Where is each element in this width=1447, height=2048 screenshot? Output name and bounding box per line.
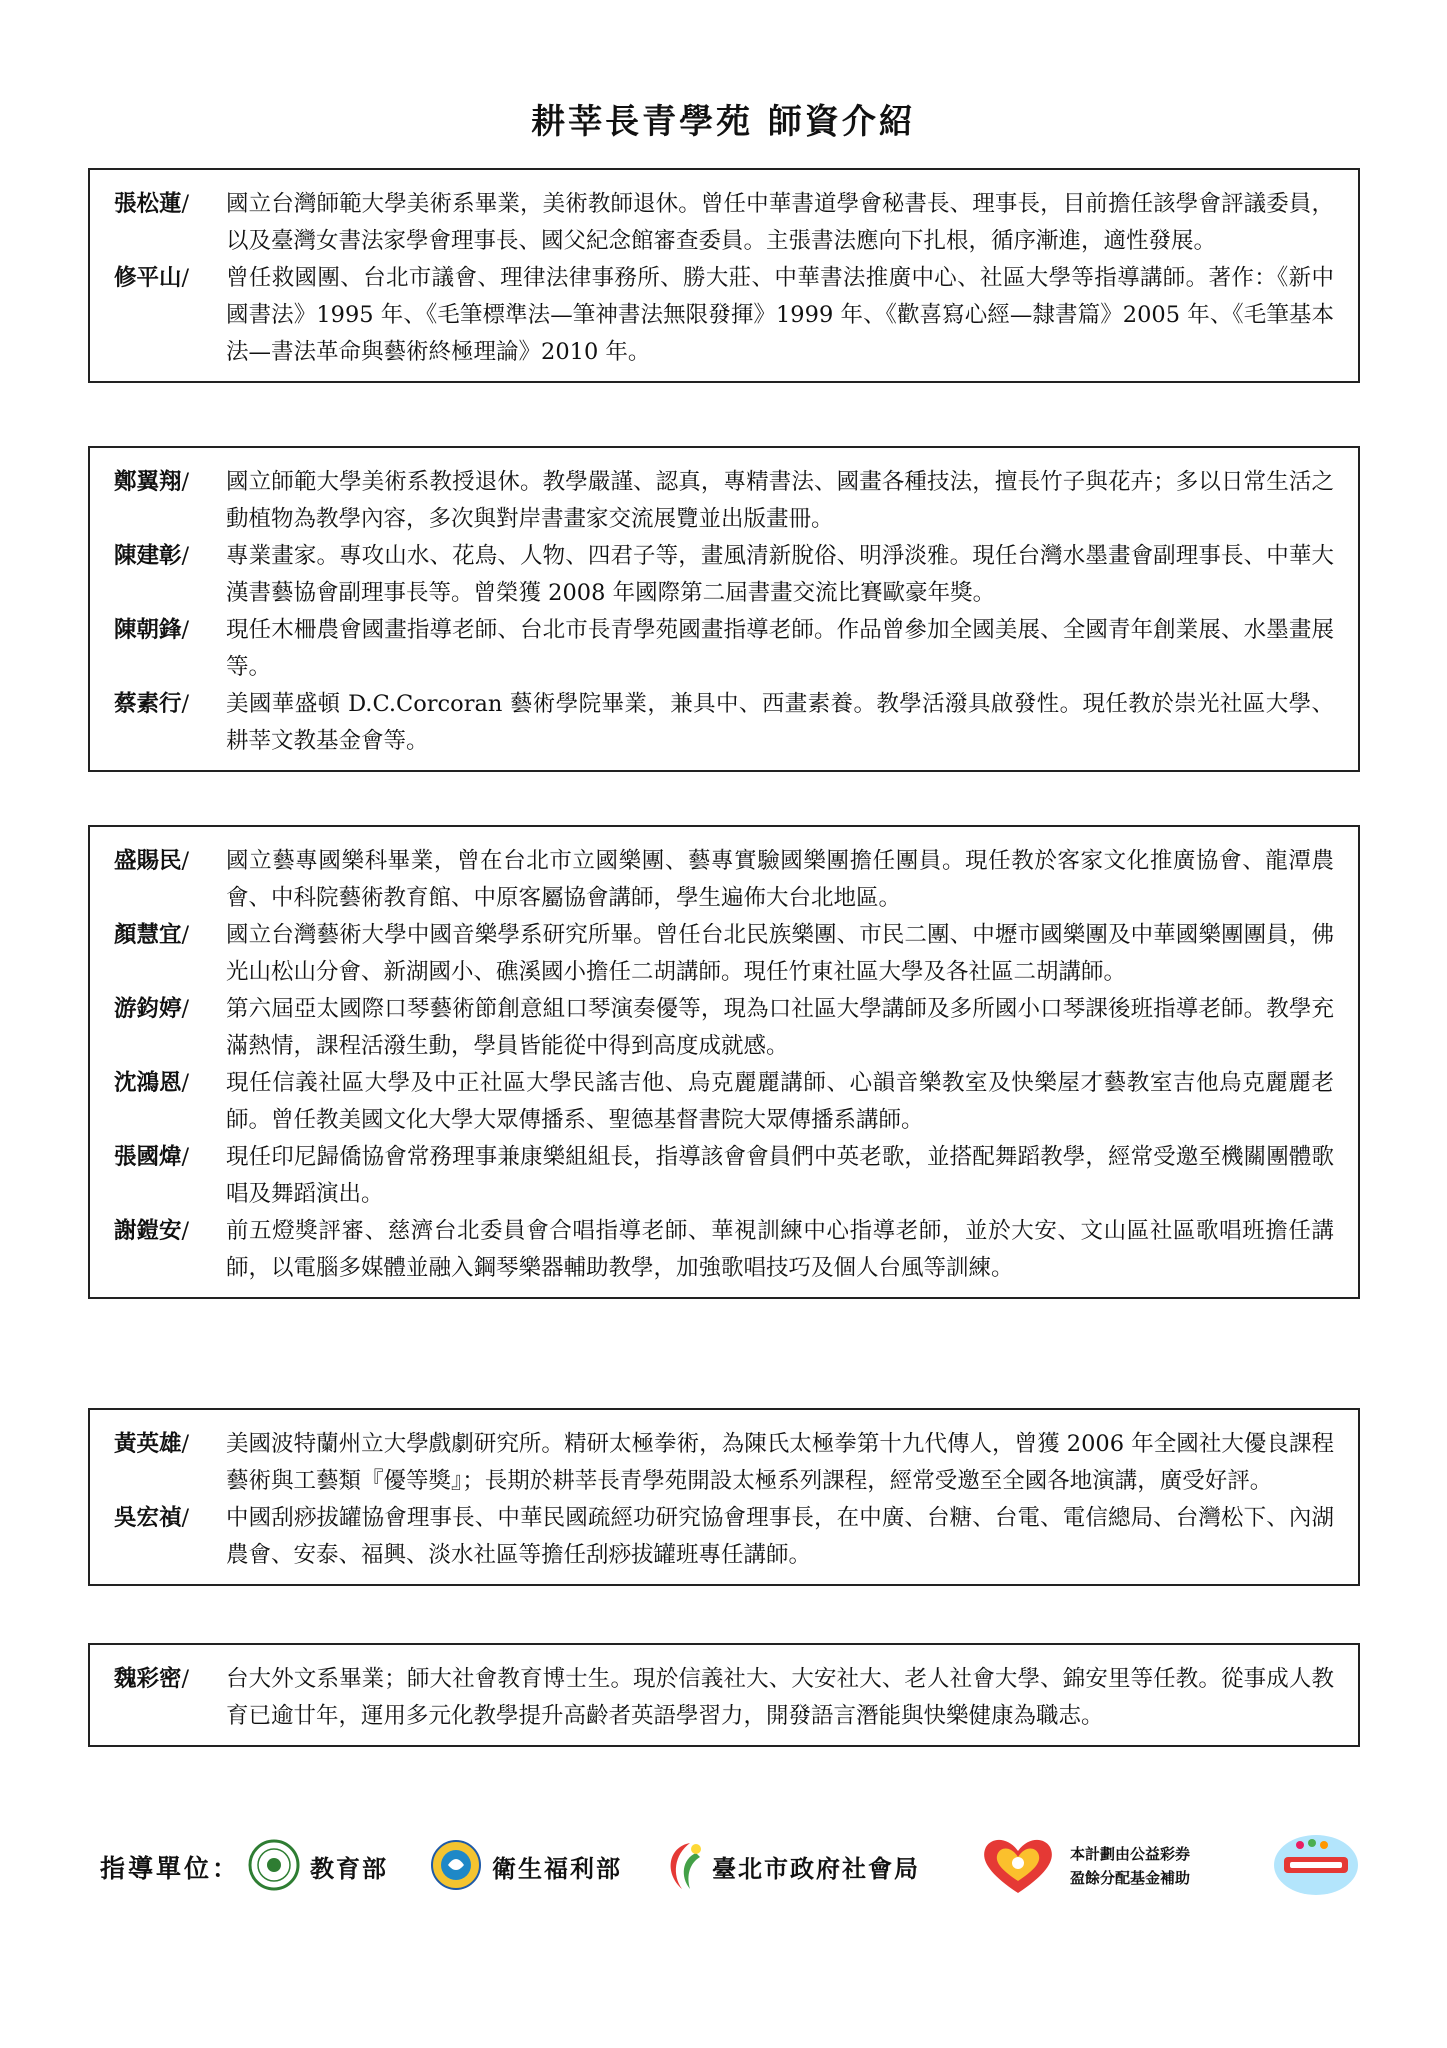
teacher-entry: [114, 917, 1334, 991]
teacher-name-text: 陳朝鋒: [114, 617, 182, 643]
teacher-entry: [114, 1661, 1334, 1735]
teacher-entry: [114, 260, 1334, 371]
teacher-description: 曾任救國團、台北市議會、理律法律事務所、勝大莊、中華書法推廣中心、社區大學等指導講師。著作：《新中國書法》1995 年、《毛筆標準法—筆神書法無限發揮》1999 年、《歡喜寫心經—隸書篇》2005 年、《毛筆基本法—書法革命與藝術終極理論》2010 年。: [226, 265, 1334, 365]
teacher-name: [114, 843, 189, 880]
sponsor-moe: 教育部: [310, 1855, 388, 1883]
teacher-name-text: 蔡素行: [114, 691, 182, 717]
name-separator: /: [181, 543, 190, 569]
teacher-entry: [114, 538, 1334, 612]
teacher-entry: [114, 1065, 1334, 1139]
teacher-description: 國立師範大學美術系教授退休。教學嚴謹、認真，專精書法、國畫各種技法，擅長竹子與花卉；多以日常生活之動植物為教學內容，多次與對岸書畫家交流展覽並出版畫冊。: [226, 469, 1334, 532]
teacher-description: 美國波特蘭州立大學戲劇研究所。精研太極拳術，為陳氏太極拳第十九代傳人，曾獲 2006 年全國社大優良課程藝術與工藝類『優等獎』；長期於耕莘長青學苑開設太極系列課程，經常受邀至全國各地演講，廣受好評。: [226, 1431, 1334, 1494]
teacher-name-text: 游鈞婷: [114, 996, 182, 1022]
teacher-description: 國立台灣藝術大學中國音樂學系研究所畢。曾任台北民族樂團、市民二團、中壢市國樂團及中華國樂團團員，佛光山松山分會、新湖國小、礁溪國小擔任二胡講師。現任竹東社區大學及各社區二胡講師。: [226, 922, 1334, 985]
teacher-entry: [114, 186, 1334, 260]
teacher-name: [114, 1213, 189, 1250]
name-separator: /: [181, 265, 190, 291]
fund-logo-icon: [1272, 1833, 1360, 1897]
name-separator: /: [181, 469, 190, 495]
funding-note-line2: 盈餘分配基金補助: [1070, 1869, 1191, 1887]
teacher-name: [114, 686, 189, 723]
teacher-name: [114, 917, 189, 954]
teacher-description: 第六屆亞太國際口琴藝術節創意組口琴演奏優等，現為口社區大學講師及多所國小口琴課後班指導老師。教學充滿熱情，課程活潑生動，學員皆能從中得到高度成就感。: [226, 996, 1334, 1059]
teacher-name: [114, 612, 189, 649]
teacher-name-text: 張國煒: [114, 1144, 182, 1170]
teacher-name: [114, 464, 189, 501]
teacher-description: 現任印尼歸僑協會常務理事兼康樂組組長，指導該會會員們中英老歌，並搭配舞蹈教學，經常受邀至機關團體歌唱及舞蹈演出。: [226, 1144, 1334, 1207]
name-separator: /: [181, 996, 190, 1022]
public-lottery-heart-icon: [978, 1835, 1058, 1897]
name-separator: /: [181, 1431, 190, 1457]
teacher-name: [114, 260, 189, 297]
taipei-social-affairs-logo-icon: [660, 1839, 706, 1893]
teacher-entry: [114, 1139, 1334, 1213]
teacher-description: 現任信義社區大學及中正社區大學民謠吉他、烏克麗麗講師、心韻音樂教室及快樂屋才藝教室吉他烏克麗麗老師。曾任教美國文化大學大眾傳播系、聖德基督書院大眾傳播系講師。: [226, 1070, 1334, 1133]
teacher-description: 國立藝專國樂科畢業，曾在台北市立國樂團、藝專實驗國樂團擔任團員。現任教於客家文化推廣協會、龍潭農會、中科院藝術教育館、中原客屬協會講師，學生遍佈大台北地區。: [226, 848, 1334, 911]
teacher-group-box: [88, 168, 1360, 383]
mohw-seal-icon: [430, 1839, 482, 1891]
name-separator: /: [181, 617, 190, 643]
teacher-description: 前五燈獎評審、慈濟台北委員會合唱指導老師、華視訓練中心指導老師，並於大安、文山區社區歌唱班擔任講師，以電腦多媒體並融入鋼琴樂器輔助教學，加強歌唱技巧及個人台風等訓練。: [226, 1218, 1334, 1281]
teacher-name-text: 顏慧宜: [114, 922, 182, 948]
sponsor-mohw: 衛生福利部: [492, 1855, 622, 1883]
teacher-group-box: [88, 446, 1360, 772]
teacher-description: 專業畫家。專攻山水、花鳥、人物、四君子等，畫風清新脫俗、明淨淡雅。現任台灣水墨畫會副理事長、中華大漢書藝協會副理事長等。曾榮獲 2008 年國際第二屆書畫交流比賽歐豪年獎。: [226, 543, 1334, 606]
name-separator: /: [181, 1218, 190, 1244]
moe-seal-icon: [248, 1839, 300, 1891]
teacher-group-box: [88, 1643, 1360, 1747]
teacher-name: [114, 1139, 189, 1176]
name-separator: /: [181, 1144, 190, 1170]
teacher-name-text: 謝鎧安: [114, 1218, 182, 1244]
name-separator: /: [181, 1070, 190, 1096]
name-separator: /: [181, 191, 190, 217]
teacher-description: 美國華盛頓 D.C.Corcoran 藝術學院畢業，兼具中、西畫素養。教學活潑具啟發性。現任教於崇光社區大學、耕莘文教基金會等。: [226, 691, 1334, 754]
teacher-name: [114, 186, 189, 223]
teacher-name: [114, 538, 189, 575]
teacher-name-text: 魏彩密: [114, 1666, 182, 1692]
teacher-name: [114, 1426, 189, 1463]
sponsor-taipei-social-affairs: 臺北市政府社會局: [712, 1855, 920, 1883]
teacher-name-text: 張松蓮: [114, 191, 182, 217]
teacher-name: [114, 1065, 189, 1102]
page-title: 耕莘長青學苑 師資介紹: [531, 102, 916, 142]
teacher-name-text: 修平山: [114, 265, 182, 291]
teacher-entry: [114, 1213, 1334, 1287]
teacher-entry: [114, 686, 1334, 760]
teacher-description: 中國刮痧拔罐協會理事長、中華民國疏經功研究協會理事長，在中廣、台糖、台電、電信總局、台灣松下、內湖農會、安泰、福興、淡水社區等擔任刮痧拔罐班專任講師。: [226, 1505, 1334, 1568]
teacher-entry: [114, 1426, 1334, 1500]
footer-label: 指導單位：: [100, 1854, 241, 1883]
teacher-entry: [114, 612, 1334, 686]
teacher-name-text: 鄭翼翔: [114, 469, 182, 495]
name-separator: /: [181, 922, 190, 948]
teacher-description: 國立台灣師範大學美術系畢業，美術教師退休。曾任中華書道學會秘書長、理事長，目前擔任該學會評議委員，以及臺灣女書法家學會理事長、國父紀念館審查委員。主張書法應向下扎根，循序漸進，適性發展。: [226, 191, 1334, 254]
teacher-entry: [114, 991, 1334, 1065]
name-separator: /: [181, 1666, 190, 1692]
footer: [100, 1835, 1360, 1895]
teacher-name-text: 沈鴻恩: [114, 1070, 182, 1096]
teacher-description: 現任木柵農會國畫指導老師、台北市長青學苑國畫指導老師。作品曾參加全國美展、全國青年創業展、水墨畫展等。: [226, 617, 1334, 680]
name-separator: /: [181, 1505, 190, 1531]
teacher-name: [114, 991, 189, 1028]
teacher-name-text: 盛賜民: [114, 848, 182, 874]
teacher-entry: [114, 843, 1334, 917]
name-separator: /: [181, 691, 190, 717]
teacher-name-text: 黃英雄: [114, 1431, 182, 1457]
teacher-description: 台大外文系畢業；師大社會教育博士生。現於信義社大、大安社大、老人社會大學、錦安里等任教。從事成人教育已逾廿年，運用多元化教學提升高齡者英語學習力，開發語言潛能與快樂健康為職志。: [226, 1666, 1334, 1729]
teacher-name: [114, 1661, 189, 1698]
teacher-entry: [114, 464, 1334, 538]
name-separator: /: [181, 848, 190, 874]
teacher-name-text: 陳建彰: [114, 543, 182, 569]
funding-note-line1: 本計劃由公益彩券: [1070, 1845, 1191, 1863]
teacher-group-box: [88, 825, 1360, 1299]
teacher-entry: [114, 1500, 1334, 1574]
teacher-name-text: 吳宏禎: [114, 1505, 182, 1531]
teacher-name: [114, 1500, 189, 1537]
teacher-group-box: [88, 1408, 1360, 1586]
